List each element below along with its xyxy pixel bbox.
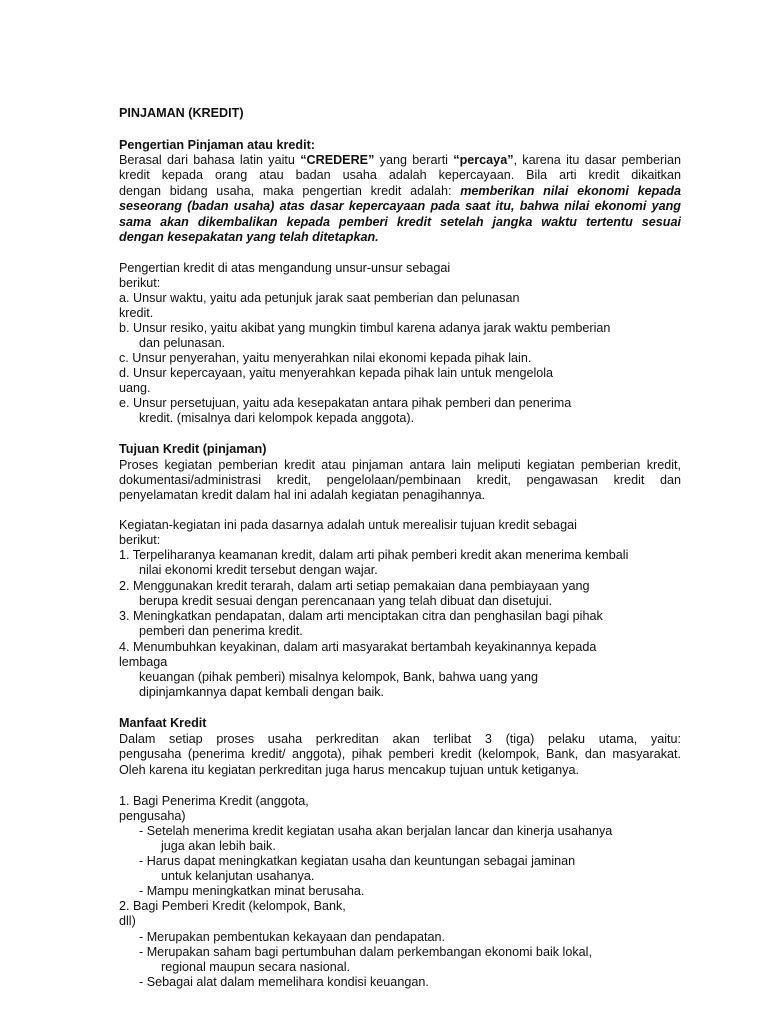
list-item-cont: dipinjamkannya dapat kembali dengan baik. (139, 685, 385, 699)
list-item: e. Unsur persetujuan, yaitu ada kesepakatan antara pihak pemberi dan penerima (119, 396, 572, 410)
list-item: - Mampu meningkatkan minat berusaha. (139, 884, 365, 898)
sub-list-heading-cont: pengusaha) (119, 809, 186, 823)
list-item: - Merupakan saham bagi pertumbuhan dalam perkembangan ekonomi baik lokal, (139, 945, 592, 959)
paragraph-line: Proses kegiatan pemberian kredit atau pinjaman antara lain meliputi kegiatan pemberian kredit, (119, 458, 681, 472)
list-item-cont: uang. (119, 381, 151, 395)
list-item-cont: pemberi dan penerima kredit. (139, 624, 303, 638)
paragraph-line: Pengertian kredit di atas mengandung unsur-unsur sebagai (119, 261, 451, 275)
paragraph-line: dengan kesepakatan yang telah ditetapkan. (119, 230, 379, 244)
paragraph-line: Dalam setiap proses usaha perkreditan akan terlibat 3 (tiga) pelaku utama, yaitu: (119, 732, 681, 746)
paragraph-line: sama akan dikembalikan kepada pemberi kredit setelah jangka waktu tertentu sesuai (119, 215, 681, 229)
list-item: - Sebagai alat dalam memelihara kondisi keuangan. (139, 975, 429, 989)
paragraph-line: berikut: (119, 533, 161, 547)
list-item-cont: regional maupun secara nasional. (161, 960, 351, 974)
paragraph-line: penyelamatan kredit dalam hal ini adalah kegiatan penagihannya. (119, 488, 486, 502)
list-item: d. Unsur kepercayaan, yaitu menyerahkan kepada pihak lain untuk mengelola (119, 366, 554, 380)
list-item-cont: berupa kredit sesuai dengan perencanaan yang telah dibuat dan disetujui. (139, 594, 553, 608)
list-item: 4. Menumbuhkan keyakinan, dalam arti masyarakat bertambah keyakinannya kepada (119, 640, 597, 654)
list-item: - Harus dapat meningkatkan kegiatan usaha dan keuntungan sebagai jaminan (139, 854, 576, 868)
sub-list-heading: 1. Bagi Penerima Kredit (anggota, (119, 794, 309, 808)
list-item: 1. Terpeliharanya keamanan kredit, dalam arti pihak pemberi kredit akan menerima kembali (119, 548, 629, 562)
paragraph-line: berikut: (119, 276, 161, 290)
list-item-cont: keuangan (pihak pemberi) misalnya kelompok, Bank, bahwa uang yang (139, 670, 539, 684)
section-heading-tujuan: Tujuan Kredit (pinjaman) (119, 442, 267, 456)
section-heading-pengertian: Pengertian Pinjaman atau kredit: (119, 138, 315, 152)
list-item-cont: kredit. (misalnya dari kelompok kepada anggota). (139, 411, 415, 425)
list-item: 3. Meningkatkan pendapatan, dalam arti menciptakan citra dan penghasilan bagi pihak (119, 609, 603, 623)
list-item-cont: dan pelunasan. (139, 336, 226, 350)
list-item: b. Unsur resiko, yaitu akibat yang mungkin timbul karena adanya jarak waktu pemberian (119, 321, 611, 335)
paragraph-line: seseorang (badan usaha) atas dasar kepercayaan pada saat itu, bahwa nilai ekonomi yang (119, 199, 681, 213)
paragraph-line: dengan bidang usaha, maka pengertian kredit adalah: memberikan nilai ekonomi kepada (119, 184, 681, 198)
document-title: PINJAMAN (KREDIT) (119, 106, 244, 120)
list-item-cont: untuk kelanjutan usahanya. (161, 869, 315, 883)
paragraph-line: Oleh karena itu kegiatan perkreditan juga harus mencakup tujuan untuk ketiganya. (119, 763, 579, 777)
list-item-cont: kredit. (119, 306, 154, 320)
sub-list-heading: 2. Bagi Pemberi Kredit (kelompok, Bank, (119, 899, 346, 913)
paragraph-line: kredit kepada orang atau badan usaha adalah kepercayaan. Bila arti kredit dikaitkan (119, 168, 681, 182)
list-item: - Merupakan pembentukan kekayaan dan pendapatan. (139, 930, 445, 944)
list-item: - Setelah menerima kredit kegiatan usaha akan berjalan lancar dan kinerja usahanya (139, 824, 613, 838)
list-item: 2. Menggunakan kredit terarah, dalam arti setiap pemakaian dana pembiayaan yang (119, 579, 590, 593)
list-item-cont: nilai ekonomi kredit tersebut dengan wajar. (139, 563, 378, 577)
paragraph-line: pengusaha (penerima kredit/ anggota), pihak pemberi kredit (kelompok, Bank, dan masyarakat. (119, 747, 681, 761)
list-item-cont: lembaga (119, 655, 168, 669)
paragraph-line: dokumentasi/administrasi kredit, pengelolaan/pembinaan kredit, pengawasan kredit dan (119, 473, 681, 487)
paragraph-line: Berasal dari bahasa latin yaitu “CREDERE” yang berarti “percaya”, karena itu dasar pemberian (119, 153, 681, 167)
list-item: a. Unsur waktu, yaitu ada petunjuk jarak saat pemberian dan pelunasan (119, 291, 520, 305)
list-item: c. Unsur penyerahan, yaitu menyerahkan nilai ekonomi kepada pihak lain. (119, 351, 532, 365)
sub-list-heading-cont: dll) (119, 914, 136, 928)
list-item-cont: juga akan lebih baik. (161, 839, 276, 853)
paragraph-line: Kegiatan-kegiatan ini pada dasarnya adalah untuk merealisir tujuan kredit sebagai (119, 518, 577, 532)
section-heading-manfaat: Manfaat Kredit (119, 716, 207, 730)
